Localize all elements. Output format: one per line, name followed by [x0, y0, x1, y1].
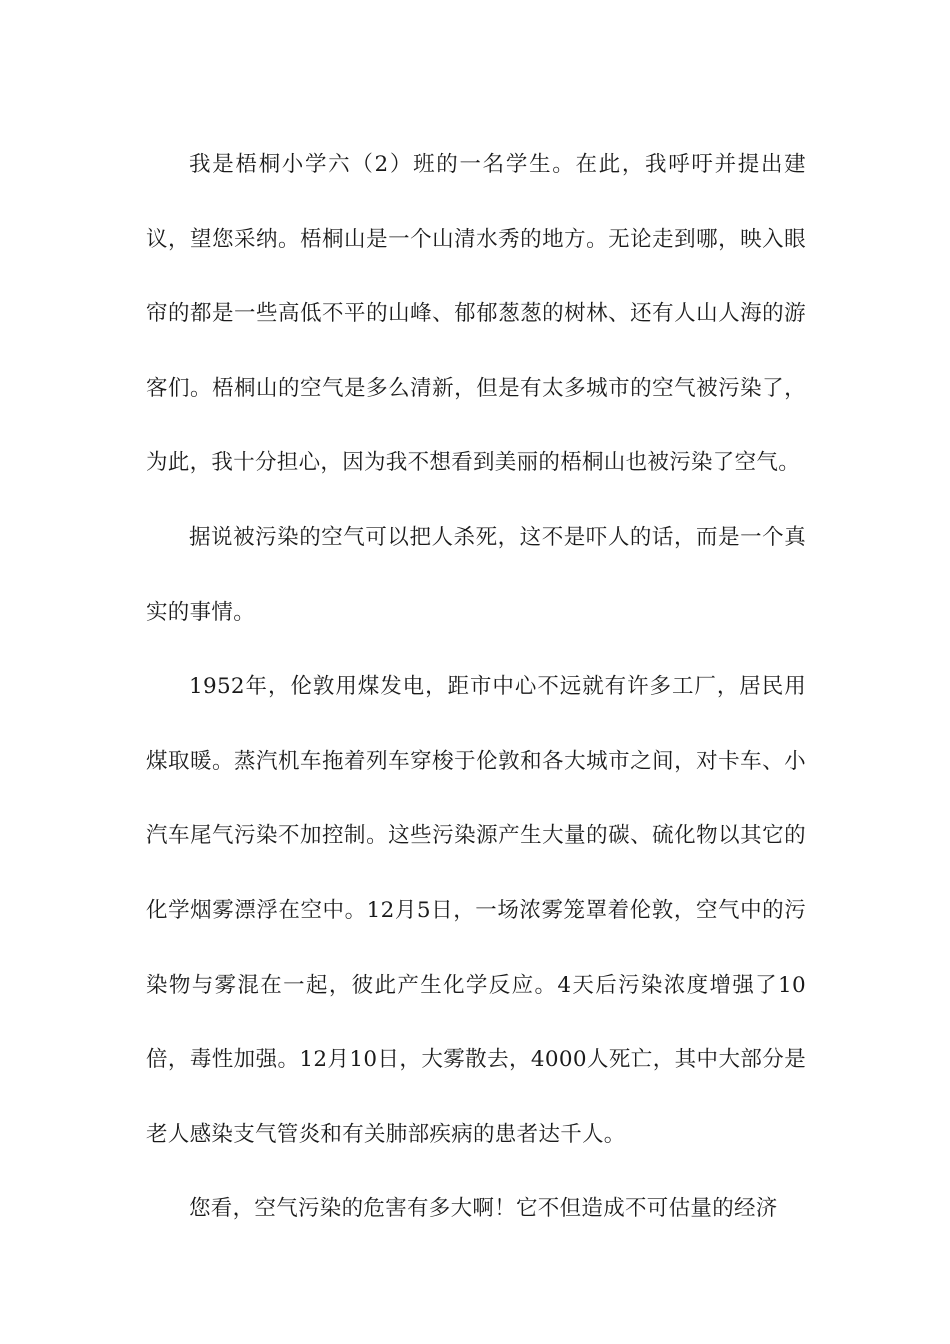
- paragraph-conclusion: 您看，空气污染的危害有多大啊！它不但造成不可估量的经济: [189, 1196, 778, 1222]
- paragraph-intro: 我是梧桐小学六（2）班的一名学生。在此，我呼吁并提出建议，望您采纳。梧桐山是一个山清水秀的地方。无论走到哪，映入眼帘的都是一些高低不平的山峰、郁郁葱葱的树林、还有人山人海的游客们。梧桐山的空气是多么清新，但是有太多城市的空气被污染了，为此，我十分担心，因为我不想看到美丽的梧桐山也被污染了空气。: [146, 152, 806, 476]
- paragraph-london-smog: 1952年，伦敦用煤发电，距市中心不远就有许多工厂，居民用煤取暖。蒸汽机车拖着列车穿梭于伦敦和各大城市之间，对卡车、小汽车尾气污染不加控制。这些污染源产生大量的碳、硫化物以其它的化学烟雾漂浮在空中。12月5日，一场浓雾笼罩着伦敦，空气中的污染物与雾混在一起，彼此产生化学反应。4天后污染浓度增强了10倍，毒性加强。12月10日，大雾散去，4000人死亡，其中大部分是老人感染支气管炎和有关肺部疾病的患者达千人。: [146, 674, 806, 1147]
- paragraph-danger: 据说被污染的空气可以把人杀死，这不是吓人的话，而是一个真实的事情。: [146, 524, 806, 625]
- document-body: [146, 128, 806, 1247]
